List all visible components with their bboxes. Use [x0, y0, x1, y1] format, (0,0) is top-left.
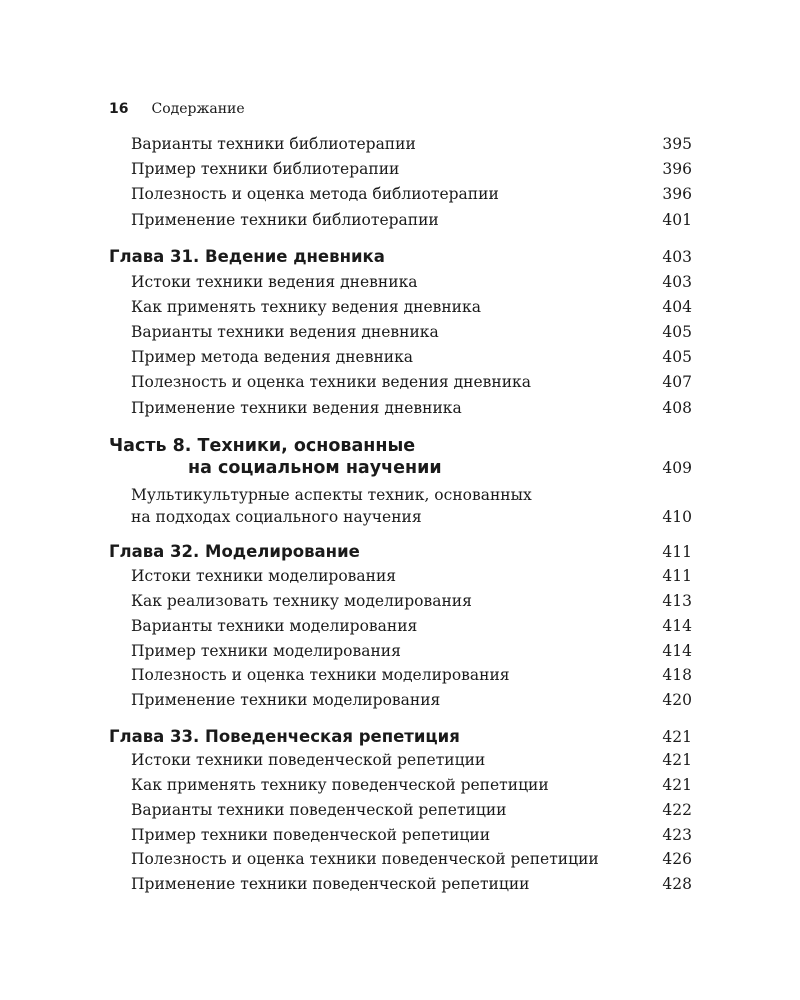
toc-entry — [131, 826, 692, 850]
entry-title: Полезность и оценка техники поведенческой репетиции — [131, 850, 599, 868]
toc-entry — [131, 399, 692, 423]
chapter-title: Глава 32. Моделирование — [109, 542, 360, 561]
chapter-heading-31 — [109, 247, 692, 273]
entry-page: 408 — [662, 399, 692, 417]
part-title-line1: Часть 8. Техники, основанные — [109, 436, 416, 456]
toc-entry — [131, 642, 692, 666]
entry-page: 396 — [662, 185, 692, 203]
entry-title: Как применять технику ведения дневника — [131, 298, 481, 316]
chapter-heading-32 — [109, 542, 692, 568]
part-title-line2: на социальном научении — [188, 458, 442, 478]
part-heading-8 — [109, 436, 692, 478]
entry-title: Истоки техники поведенческой репетиции — [131, 751, 486, 769]
entry-title: Полезность и оценка метода библиотерапии — [131, 185, 499, 203]
entry-title: Истоки техники ведения дневника — [131, 273, 418, 291]
entry-page: 404 — [662, 298, 692, 316]
entry-page: 407 — [662, 373, 692, 391]
toc-entry — [131, 567, 692, 591]
entry-title: Применение техники библиотерапии — [131, 211, 439, 229]
toc-entry — [131, 373, 692, 397]
entry-title-line1: Мультикультурные аспекты техник, основанных — [131, 486, 532, 504]
entry-page: 420 — [662, 691, 692, 709]
toc-entry — [131, 273, 692, 297]
running-title: Содержание — [151, 101, 245, 117]
entry-title: Истоки техники моделирования — [131, 567, 397, 585]
entry-title: Полезность и оценка техники моделирования — [131, 666, 510, 684]
toc-entry — [131, 592, 692, 616]
toc-entry-multiline — [131, 486, 692, 526]
chapter-page: 411 — [662, 543, 692, 561]
entry-page: 421 — [662, 776, 692, 794]
entry-page: 405 — [662, 323, 692, 341]
toc-entry — [131, 850, 692, 874]
entry-page: 411 — [662, 567, 692, 585]
toc-entry — [131, 185, 692, 209]
toc-entry — [131, 875, 692, 899]
entry-title: Варианты техники поведенческой репетиции — [131, 801, 507, 819]
toc-entry — [131, 801, 692, 825]
chapter-title: Глава 33. Поведенческая репетиция — [109, 727, 460, 746]
chapter-heading-33 — [109, 727, 692, 753]
chapter-title: Глава 31. Ведение дневника — [109, 247, 385, 266]
entry-page: 414 — [662, 617, 692, 635]
toc-entry — [131, 617, 692, 641]
entry-title: Пример техники поведенческой репетиции — [131, 826, 491, 844]
entry-title-line2: на подходах социального научения — [131, 508, 422, 526]
entry-title: Пример метода ведения дневника — [131, 348, 414, 366]
toc-entry — [131, 323, 692, 347]
entry-title: Применение техники моделирования — [131, 691, 441, 709]
entry-title: Как применять технику поведенческой репетиции — [131, 776, 549, 794]
toc-entry — [131, 211, 692, 235]
entry-page: 410 — [662, 508, 692, 526]
part-page: 409 — [662, 459, 692, 477]
entry-page: 401 — [662, 211, 692, 229]
entry-title: Как реализовать технику моделирования — [131, 592, 472, 610]
entry-title: Полезность и оценка техники ведения дневника — [131, 373, 531, 391]
entry-title: Варианты техники ведения дневника — [131, 323, 439, 341]
entry-title: Применение техники поведенческой репетиции — [131, 875, 530, 893]
running-header — [109, 101, 245, 121]
entry-page: 405 — [662, 348, 692, 366]
entry-page: 426 — [662, 850, 692, 868]
page-number: 16 — [109, 101, 129, 117]
entry-page: 418 — [662, 666, 692, 684]
entry-title: Применение техники ведения дневника — [131, 399, 462, 417]
toc-entry — [131, 691, 692, 715]
entry-page: 403 — [662, 273, 692, 291]
entry-page: 423 — [662, 826, 692, 844]
toc-entry — [131, 348, 692, 372]
toc-entry — [131, 751, 692, 775]
entry-page: 422 — [662, 801, 692, 819]
toc-entry — [131, 666, 692, 690]
toc-entry — [131, 160, 692, 184]
entry-title: Пример техники библиотерапии — [131, 160, 400, 178]
entry-page: 395 — [662, 135, 692, 153]
chapter-page: 403 — [662, 248, 692, 266]
entry-title: Пример техники моделирования — [131, 642, 401, 660]
chapter-page: 421 — [662, 728, 692, 746]
entry-page: 413 — [662, 592, 692, 610]
toc-entry — [131, 135, 692, 159]
toc-entry — [131, 298, 692, 322]
entry-page: 414 — [662, 642, 692, 660]
entry-title: Варианты техники моделирования — [131, 617, 418, 635]
entry-page: 421 — [662, 751, 692, 769]
entry-page: 428 — [662, 875, 692, 893]
toc-entry — [131, 776, 692, 800]
entry-page: 396 — [662, 160, 692, 178]
entry-title: Варианты техники библиотерапии — [131, 135, 416, 153]
